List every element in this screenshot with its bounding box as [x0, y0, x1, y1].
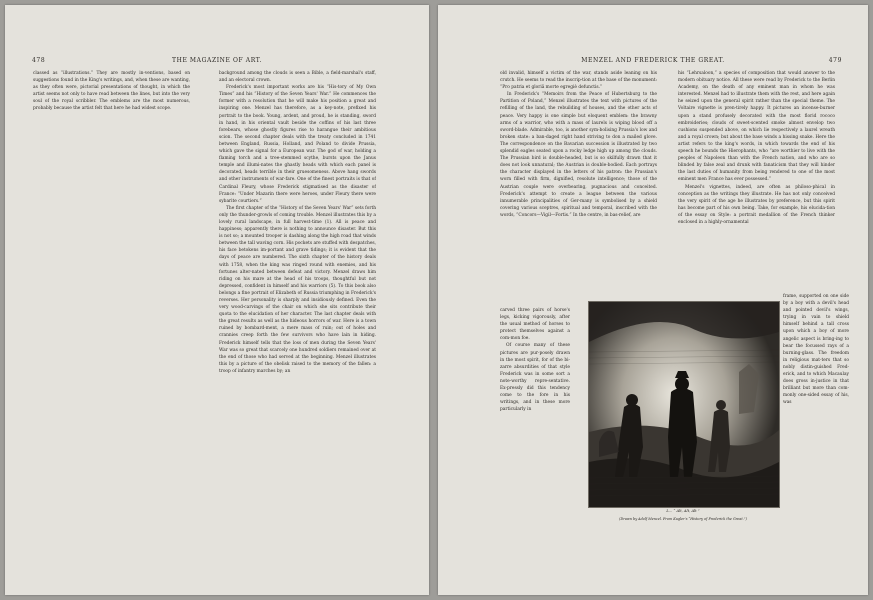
running-title-left: THE MAGAZINE OF ART.	[172, 57, 262, 64]
paragraph: frame, supported on one side by a boy with a devil's head and pointed devil's wings, trying in vain to shield himself behind a tall cross upon which a boy of more angelic aspect is bring-ing to bear the focussed rays of a burning-glass. The freedom in religious mat-ters that so nobly distin-guished Fred-erick, and to which Macaulay does gross in-justice in that brilliant but more than com-monly one-sided essay of his, was	[783, 294, 849, 406]
paragraph: Menzel's vignettes, indeed, are often as philoso-phical in conception as the writings they illustrate. He has not only conceived the very spirit of the age he illustrates by preference, but this spirit has become part of his own being. Take, for example, his elucida-tion of the essay on Style: a portrait medallion of the French thinker enclosed in a highly-ornamental	[678, 184, 835, 225]
page-number-right: 479	[828, 57, 842, 64]
running-title-right: MENZEL AND FREDERICK THE GREAT.	[581, 57, 725, 64]
paragraph: Of course many of these pictures are pur-posely drawn in the most spirit, for of the bi-zarre absurdities of that style Frederick was in some sort a note-worthy repre-sentative. Ex-pressly did this tendency come to the fore in his writings, and in these more particularly in	[500, 343, 570, 413]
paragraph: background among the clouds is seen a Bible, a field-marshal's staff, and an electoral crown.	[219, 71, 376, 84]
figure-caption: L… “ Alt, Alt, Alt ”	[666, 509, 700, 513]
left-column-2	[219, 70, 376, 520]
engraving-illustration	[588, 301, 780, 508]
left-page	[5, 5, 429, 595]
right-column-2-narrow	[783, 293, 849, 518]
running-head-right	[438, 56, 868, 66]
right-page	[438, 5, 868, 595]
paragraph: carved three pairs of horse's legs, kicking vigorously, after the usual method of horses to protect themselves against a com-mon foe.	[500, 308, 570, 342]
left-column-1	[33, 70, 190, 520]
night-scene-engraving	[589, 302, 779, 507]
running-head-left	[5, 56, 429, 66]
paragraph: his “Lehrsaloon,” a species of composition that would answer to the modern obituary notice. All these were read by Frederick to the Berlin Academy, on the death of any eminent man in whom he was interested. Menzel had to illustrate them with the rest, and here again he seized upon the general spirit rather than the special theme. The Voltaire vignette is pren-tirely happy. It pictures an incense-burner upon a stand profusely decorated with the most florid rococo embroideries; clouds of sweet-scented smoke almost envelop two cushions suspended above, on which lie respectively a laurel wreath and a royal crown; but about the base winds a hissing snake. Here the artist refers to the king's words, in which towards the end of his speech he bounds the Hierophants, who “are worthier to live with the peoples of Napoleon than with the French nation, and who are so blinded by false zeal and drunk with fanaticism that they will hinder the last duties of humanity from being rendered to one of the most eminent men France has ever possessed.”	[678, 71, 835, 183]
page-number-left: 478	[32, 57, 46, 64]
right-column-1	[500, 70, 657, 302]
right-column-1-narrow	[500, 307, 570, 517]
paragraph: The first chapter of the “History of the Seven Years' War” sets forth only the thunder-growls of coming trouble. Menzel illustrates this by a lovely rural landscape, in full harvest-time (1). All is peace and happiness; apparently there is nothing to announce disaster. But this is not so; a mounted trooper is dashing along the high road that winds between the tall waving corn. His pockets are stuffed with despatches, his face betokens im-portant and grave tidings; it is evident that the days of peace are numbered. The sixth chapter of the history deals with 1758, when the king was ringed round with enemies, and his fortunes alter-nated between defeat and victory. Menzel draws him riding on his mare at the head of his troops, thoughtful but not depressed, confident in himself and his warriors (5). To this book also belongs a fine portrait of Elizabeth of Russia triumphing in Frederick's reverses. Her personality is sharply and insidiously defined. Even the very wood-carvings of the chair on which she sits contribute their quota to the elucidation of her character. The last chapter deals with the great results as well as the hideous horrors of war. Here is a town ruined by bombard-ment, a mere mass of ruin; out of holes and crannies creep forth the few survivors who have lain in hiding. Frederick himself tells that the loss of men during the Seven Years' War was so great that scarcely one hundred soldiers remained over at the end of those who had served at the beginning. Menzel illustrates this by a picture of the obelisk raised to the memory of the fallen: a troop of infantry marches by; an	[219, 205, 376, 374]
paragraph: In Frederick's “Memoirs from the Peace of Hubertsburg to the Partition of Poland,” Menzel illustrates the text with pictures of the refilling of the land, the rebuilding of houses, and the other acts of peace. Very happy is one simple but eloquent emblem: the brawny arms of a warrior, who with a mass of laurels is wiping blood off a sword-blade. Admirable, too, is another sym-bolising Prussia's low and broken state: a ban-daged right hand striving to don a mailed glove. The correspondence on the Bavarian succession is illustrated by two splendid eagles seated upon a rocky ledge high up among the clouds. The Prussian bird is double-headed, but is so skilfully drawn that it does not look unnatural; the Austrian is double-bodied. Each portrays the character displayed in the letters of his patron: the Prussian's worn filled with firm, dignified, resolute intelligence; those of the Austrian couple were overbearing, pugnacious and conceited. Frederick's attempt to create a league between the various innumerable principalities of Ger-many is symbolised by a shield covering various sceptres, spiritual and temporal, inscribed with the words, “Concors—Vigil—Fortis.” In the centre, in bas-relief, are	[500, 92, 657, 218]
paragraph: classed as “illustrations.” They are mostly in-ventions, based on suggestions found in the King's writings, and, when these are wanting, as they often were, pictorial presentations of thought, in which the artist seems not only to have read between the lines, but into the very soul of the royal scribbler. The emblems are the most numerous, probably because the artist felt that here he had widest scope.	[33, 71, 190, 112]
figure-credit: (Drawn by Adolf Menzel. From Kugler's “History of Frederick the Great.”)	[619, 517, 747, 521]
right-column-2	[678, 70, 835, 302]
paragraph: Frederick's most important works are his “His-tory of My Own Times” and his “History of the Seven Years' War.” He commences the former with a resolution that he will make his position a great and inspiring one. Menzel has therefore, as a key-note, prefixed his portrait to the book. Young, ardent, and proud, he is standing, sword in hand, in his oriental vault beside the coffins of his last three forebears, whose ghostly figures rise to harangue their ambitious scion. The second chapter deals with the treaty concluded in 1741 between England, Russia, Holland, and Poland to divide Prussia, which gave the signal for a European war. The god of war, holding a flaming torch and a tree-stemmed scythe, bursts upon the Janus temple and illumi-nates the ghastly heads with which each panel is decorated, heads terrible in their gruesomeness. Above hang swords and other instruments of war-fare. One of the finest portraits is that of Cardinal Fleury, whose Frederick stigmatised as the disaster of France: “Under Mazarin there were heroes, under Fleury there were sybarite courtiers.”	[219, 85, 376, 204]
paragraph: old invalid, himself a victim of the war, stands aside leaning on his crutch. He seems to read the inscrip-tion at the base of the monument: “Pro patria et gloriâ morte egregiè defunctis.”	[500, 71, 657, 91]
